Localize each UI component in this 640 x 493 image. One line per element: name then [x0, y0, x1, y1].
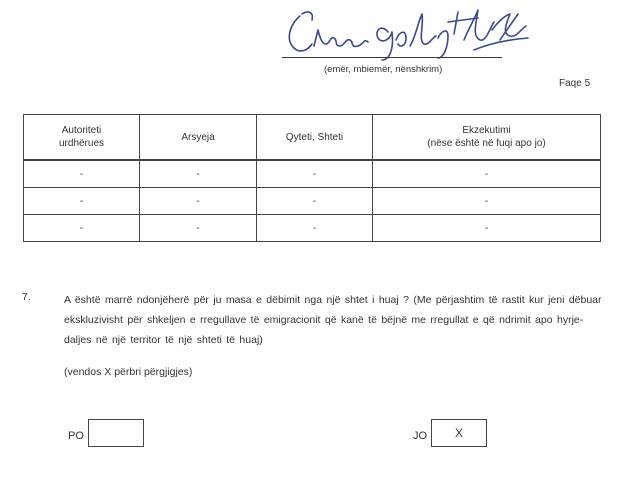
- po-label: PO: [68, 430, 84, 442]
- table-cell[interactable]: -: [24, 188, 140, 215]
- table-cell[interactable]: -: [24, 160, 140, 188]
- header-line: Autoriteti: [61, 125, 102, 136]
- header-line: Ekzekutimi: [462, 125, 511, 136]
- header-line: urdhërues: [58, 138, 105, 149]
- header-line: Arsyeja: [181, 131, 215, 143]
- table-cell[interactable]: -: [257, 160, 373, 188]
- signature-caption: (emër, mbiemër, nënshkrim): [324, 64, 443, 75]
- table-row: [24, 188, 601, 215]
- table-cell[interactable]: -: [257, 215, 373, 242]
- question-text: A është marrë ndonjëherë për ju masa e dëbimit nga një shtet i huaj ? (Me përjashtim të rastit kur jeni dëbuar ekskluzivisht për shkeljen e rregullave të emigracionit që kanë të bëjnë me rregullat e që ndrimit apo hyrje-daljes në një territor të një shteti të huaj): [64, 294, 602, 346]
- header-line: (nëse është në fuqi apo jo): [427, 138, 546, 149]
- header-city-country: [257, 115, 373, 161]
- table-cell[interactable]: -: [140, 215, 257, 242]
- table-header-row: [24, 115, 601, 161]
- table-cell[interactable]: -: [373, 215, 601, 242]
- expulsion-history-table: [23, 114, 601, 242]
- page-number: Faqe 5: [559, 78, 591, 89]
- table-cell[interactable]: -: [140, 160, 257, 188]
- header-execution: [373, 115, 601, 161]
- table-cell[interactable]: -: [24, 215, 140, 242]
- table-cell[interactable]: -: [373, 188, 601, 215]
- header-issuing-authority: [24, 115, 140, 161]
- table-cell[interactable]: -: [373, 160, 601, 188]
- table-row: [24, 160, 601, 188]
- table-cell[interactable]: -: [140, 188, 257, 215]
- table-row: [24, 215, 601, 242]
- jo-checkbox[interactable]: X: [431, 419, 487, 447]
- jo-label: JO: [413, 430, 428, 442]
- header-reason: [140, 115, 257, 161]
- question-number: 7.: [22, 291, 31, 303]
- table-cell[interactable]: -: [257, 188, 373, 215]
- header-line: Qyteti, Shteti: [285, 131, 344, 143]
- signature-line: [282, 57, 502, 58]
- answer-instruction: (vendos X përbri përgjigjes): [64, 366, 193, 378]
- po-checkbox[interactable]: [88, 419, 144, 447]
